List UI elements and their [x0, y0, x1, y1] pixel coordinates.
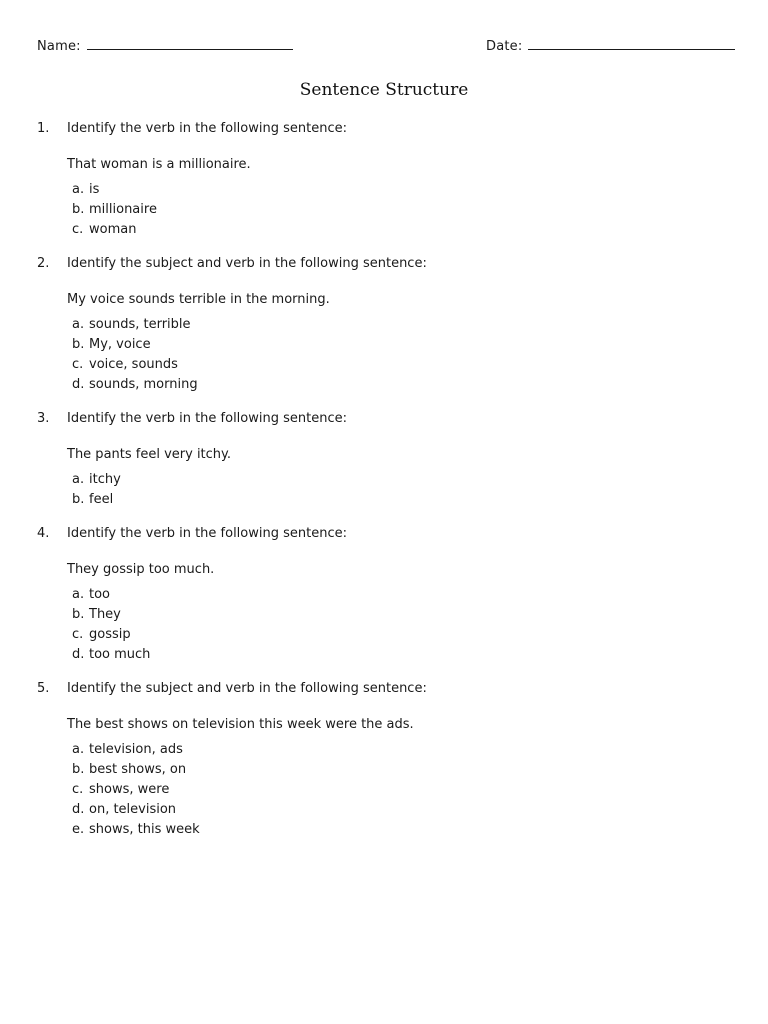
option-letter: b. [72, 762, 85, 777]
answer-option [72, 490, 737, 510]
answer-option [72, 200, 737, 220]
option-text: shows, were [89, 782, 170, 797]
option-text: shows, this week [89, 822, 200, 837]
worksheet-header [37, 37, 734, 55]
option-text: feel [89, 492, 114, 507]
question-sentence: The pants feel very itchy. [67, 447, 232, 462]
answer-option [72, 800, 737, 820]
question-list [37, 120, 737, 840]
question-header [37, 525, 737, 543]
answer-option [72, 220, 737, 240]
question-number: 3. [37, 411, 50, 426]
answer-options [72, 740, 737, 840]
question-header [37, 120, 737, 138]
question-prompt: Identify the subject and verb in the following sentence: [67, 681, 427, 696]
question-4 [37, 525, 737, 665]
option-text: too [89, 587, 111, 602]
answer-option [72, 780, 737, 800]
name-label: Name: [37, 39, 81, 54]
question-number: 1. [37, 121, 50, 136]
option-text: woman [89, 222, 137, 237]
question-header [37, 255, 737, 273]
question-1 [37, 120, 737, 240]
question-prompt: Identify the subject and verb in the following sentence: [67, 256, 427, 271]
option-letter: d. [72, 647, 85, 662]
question-number: 2. [37, 256, 50, 271]
option-letter: a. [72, 182, 85, 197]
option-text: best shows, on [89, 762, 187, 777]
answer-option [72, 645, 737, 665]
option-letter: a. [72, 317, 85, 332]
answer-option [72, 605, 737, 625]
option-text: sounds, terrible [89, 317, 191, 332]
option-text: itchy [89, 472, 121, 487]
answer-option [72, 355, 737, 375]
option-letter: c. [72, 357, 84, 372]
option-text: gossip [89, 627, 131, 642]
question-number: 4. [37, 526, 50, 541]
date-blank-line[interactable] [528, 37, 735, 50]
answer-options [72, 180, 737, 240]
page-title: Sentence Structure [299, 80, 469, 100]
option-text: is [89, 182, 100, 197]
option-letter: d. [72, 377, 85, 392]
option-letter: b. [72, 337, 85, 352]
option-letter: a. [72, 587, 85, 602]
answer-option [72, 625, 737, 645]
option-letter: a. [72, 472, 85, 487]
answer-options [72, 470, 737, 510]
question-sentence: That woman is a millionaire. [67, 157, 251, 172]
option-letter: d. [72, 802, 85, 817]
question-sentence: The best shows on television this week were the ads. [67, 717, 414, 732]
answer-options [72, 585, 737, 665]
answer-option [72, 760, 737, 780]
question-3 [37, 410, 737, 510]
question-header [37, 680, 737, 698]
question-prompt: Identify the verb in the following sentence: [67, 121, 347, 136]
option-text: My, voice [89, 337, 151, 352]
option-text: on, television [89, 802, 177, 817]
question-sentence: They gossip too much. [67, 562, 215, 577]
name-field [37, 37, 293, 54]
answer-option [72, 335, 737, 355]
answer-option [72, 470, 737, 490]
option-text: millionaire [89, 202, 157, 217]
option-text: voice, sounds [89, 357, 178, 372]
answer-option [72, 375, 737, 395]
option-letter: e. [72, 822, 85, 837]
option-text: television, ads [89, 742, 183, 757]
option-text: They [89, 607, 121, 622]
option-letter: b. [72, 492, 85, 507]
date-field [486, 37, 735, 54]
option-letter: c. [72, 222, 84, 237]
question-number: 5. [37, 681, 50, 696]
answer-option [72, 315, 737, 335]
question-prompt: Identify the verb in the following sentence: [67, 526, 347, 541]
answer-options [72, 315, 737, 395]
question-sentence: My voice sounds terrible in the morning. [67, 292, 330, 307]
question-header [37, 410, 737, 428]
question-5 [37, 680, 737, 840]
answer-option [72, 820, 737, 840]
answer-option [72, 180, 737, 200]
option-text: sounds, morning [89, 377, 198, 392]
answer-option [72, 740, 737, 760]
question-2 [37, 255, 737, 395]
option-text: too much [89, 647, 151, 662]
option-letter: a. [72, 742, 85, 757]
name-blank-line[interactable] [87, 37, 293, 50]
date-label: Date: [486, 39, 523, 54]
question-prompt: Identify the verb in the following sentence: [67, 411, 347, 426]
answer-option [72, 585, 737, 605]
option-letter: c. [72, 782, 84, 797]
option-letter: b. [72, 202, 85, 217]
option-letter: c. [72, 627, 84, 642]
option-letter: b. [72, 607, 85, 622]
